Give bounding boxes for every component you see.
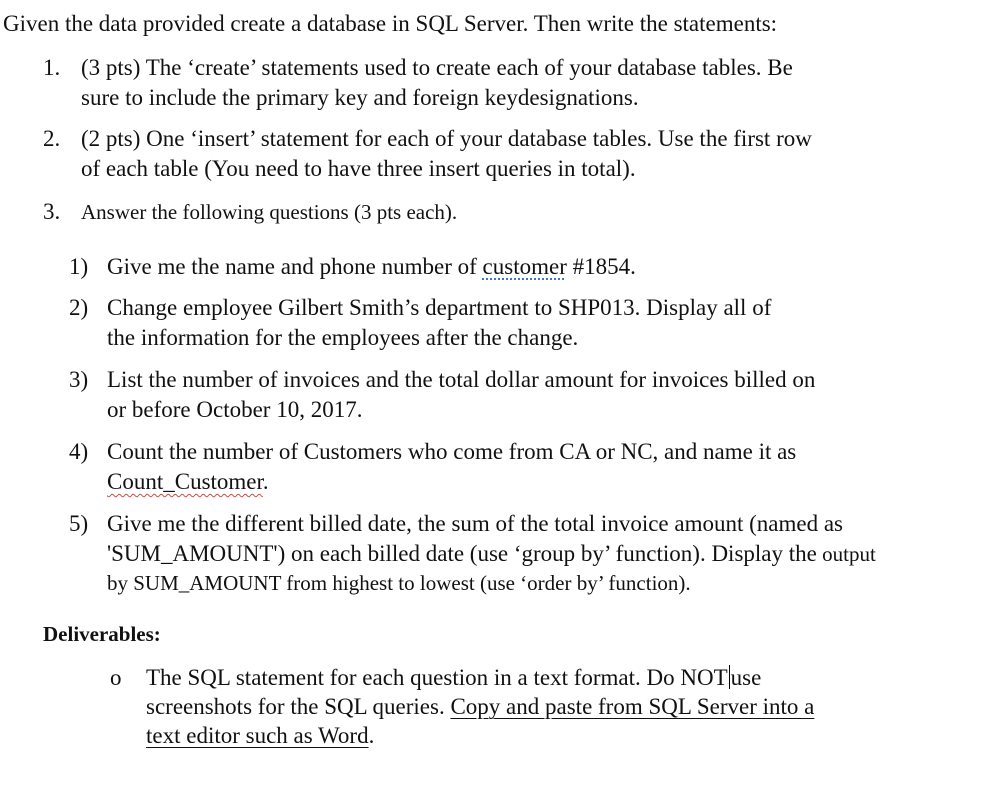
list-item-1-continued: sure to include the primary key and foreign keydesignations. [81,85,639,110]
question-number: 5) [69,511,89,536]
question-text: Count the number of Customers who come from CA or NC, and name it as [107,439,797,464]
underlined-text: Copy and paste from SQL Server into a [450,694,815,719]
question-number: 2) [69,295,89,320]
list-item-number: 3. [43,199,61,224]
list-item-3 [43,198,458,226]
question-5 [69,510,843,538]
question-5-continued: 'SUM_AMOUNT') on each billed date (use ‘group by’ function). Display the output [107,541,876,566]
deliverable-line-2: screenshots for the SQL queries. Copy and paste from SQL Server into a [146,694,815,719]
question-text: List the number of invoices and the total dollar amount for invoices billed on [107,367,816,392]
question-2 [69,294,772,322]
intro-text: Given the data provided create a database in SQL Server. Then write the statements: [3,11,778,36]
list-item-text: (2 pts) One ‘insert’ statement for each of your database tables. Use the first row [81,126,812,151]
question-4 [69,438,797,466]
question-text: Give me the name and phone number of customer #1854. [107,254,636,279]
question-2-continued: the information for the employees after the change. [107,325,579,350]
list-item-text: (3 pts) The ‘create’ statements used to create each of your database tables. Be [81,55,793,80]
question-text: Change employee Gilbert Smith’s department to SHP013. Display all of [107,295,772,320]
deliverable-line-3: text editor such as Word. [146,723,375,748]
list-item-number: 2. [43,126,61,151]
question-3 [69,366,816,394]
list-item-number: 1. [43,55,61,80]
question-number: 3) [69,367,89,392]
question-5-continued-2: by SUM_AMOUNT from highest to lowest (use ‘order by’ function). [107,571,691,595]
list-item-text: Answer the following questions (3 pts each). [81,200,458,224]
list-item-2 [43,125,812,153]
list-item-2-continued: of each table (You need to have three insert queries in total). [81,156,636,181]
question-3-continued: or before October 10, 2017. [107,397,363,422]
question-number: 4) [69,439,89,464]
deliverable-line-1: The SQL statement for each question in a text format. Do NOT use [146,665,762,690]
count-customer-word: Count_Customer [107,469,263,494]
question-text: Give me the different billed date, the sum of the total invoice amount (named as [107,511,843,536]
deliverable-bullet: o [110,665,122,690]
question-1 [69,253,636,281]
deliverables-heading: Deliverables: [43,622,161,646]
question-4-continued: Count_Customer. [107,469,269,494]
question-number: 1) [69,254,89,279]
list-item-1 [43,54,793,82]
underlined-text: text editor such as Word [146,723,369,748]
customer-word: customer [482,254,567,279]
text-cursor [729,665,730,689]
